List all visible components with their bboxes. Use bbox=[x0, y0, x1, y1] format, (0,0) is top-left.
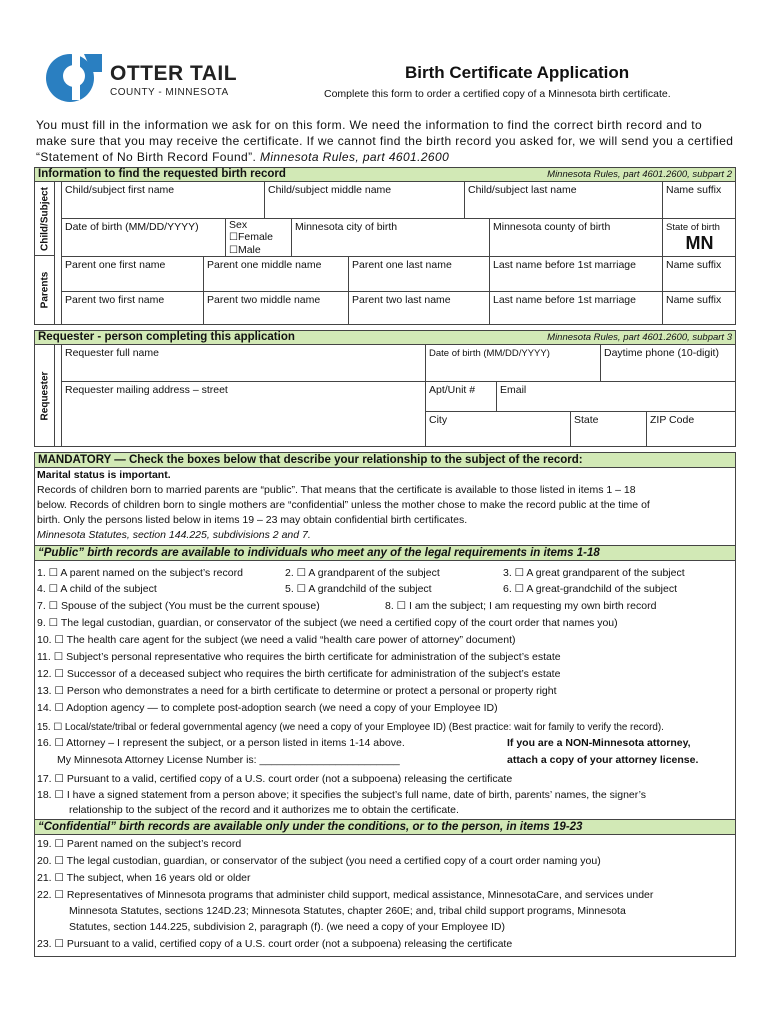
requester-apt-field[interactable] bbox=[425, 381, 496, 411]
item-22[interactable]: 22. ☐ Representatives of Minnesota programs that administer child support, medical assistance, MinnesotaCare, and services under bbox=[37, 889, 654, 901]
item-8[interactable]: 8. ☐ I am the subject; I am requesting my own birth record bbox=[385, 600, 657, 612]
parent-two-last-field[interactable] bbox=[348, 291, 489, 324]
requester-address-field[interactable] bbox=[61, 381, 425, 446]
requester-state-field[interactable] bbox=[570, 411, 646, 446]
item-19[interactable]: 19. ☐ Parent named on the subject’s record bbox=[37, 838, 242, 850]
parent-one-before-marriage-field[interactable] bbox=[489, 256, 662, 291]
child-subject-label bbox=[35, 182, 55, 256]
field-label: Name suffix bbox=[666, 294, 722, 306]
item-20[interactable]: 20. ☐ The legal custodian, guardian, or conservator of the subject (you need a certified copy of a court order naming you) bbox=[37, 855, 601, 867]
item-13[interactable]: 13. ☐ Person who demonstrates a need for a birth certificate to determine or protect a personal or property right bbox=[37, 685, 557, 697]
field-label: Last name before 1st marriage bbox=[493, 294, 636, 306]
field-label: Parent two first name bbox=[65, 294, 165, 306]
intro-rule: Minnesota Rules, part 4601.2600 bbox=[259, 150, 450, 164]
state-of-birth-field bbox=[662, 218, 736, 256]
item-2[interactable]: 2. ☐ A grandparent of the subject bbox=[285, 567, 440, 579]
logo-title: OTTER TAIL bbox=[110, 62, 238, 85]
parent-one-last-field[interactable] bbox=[348, 256, 489, 291]
item-5[interactable]: 5. ☐ A grandchild of the subject bbox=[285, 583, 432, 595]
field-label: Date of birth (MM/DD/YYYY) bbox=[65, 221, 199, 233]
child-subject-label-text: Child/Subject bbox=[39, 186, 50, 251]
field-label: Last name before 1st marriage bbox=[493, 259, 636, 271]
item-18-continued: relationship to the subject of the record and it authorizes me to obtain the certificate. bbox=[69, 804, 459, 816]
field-label: Daytime phone (10-digit) bbox=[604, 347, 719, 359]
male-label: Male bbox=[237, 244, 261, 256]
field-label: Email bbox=[500, 384, 527, 396]
field-label: Parent one first name bbox=[65, 259, 166, 271]
child-middle-name-field[interactable] bbox=[264, 182, 464, 218]
mandatory-header: MANDATORY — Check the boxes below that describe your relationship to the subject of the record: bbox=[35, 453, 735, 468]
item-18[interactable]: 18. ☐ I have a signed statement from a person above; it specifies the subject’s full name, date of birth, parents’ names, the signer’s bbox=[37, 789, 647, 801]
item-1[interactable]: 1. ☐ A parent named on the subject’s record bbox=[37, 567, 243, 579]
parent-two-suffix-field[interactable] bbox=[662, 291, 736, 324]
statute-reference: Minnesota Statutes, section 144.225, subdivisions 2 and 7. bbox=[37, 529, 311, 541]
field-label: State of birth bbox=[666, 222, 720, 233]
item-21[interactable]: 21. ☐ The subject, when 16 years old or older bbox=[37, 872, 251, 884]
parent-one-middle-field[interactable] bbox=[203, 256, 348, 291]
parents-label bbox=[35, 256, 55, 324]
field-label: Minnesota city of birth bbox=[295, 221, 398, 233]
item-11[interactable]: 11. ☐ Subject’s personal representative who requires the birth certificate for administration of the subject’s estate bbox=[37, 651, 561, 663]
field-label: Date of birth (MM/DD/YYYY) bbox=[429, 348, 550, 359]
sex-label: Sex bbox=[229, 219, 248, 231]
child-last-name-field[interactable] bbox=[464, 182, 662, 218]
requester-dob-field[interactable] bbox=[425, 345, 600, 381]
requester-zip-field[interactable] bbox=[646, 411, 736, 446]
intro-paragraph: You must fill in the information we ask for on this form. We need the information to find the correct birth record and to make sure that you may receive the certificate. If we cannot find the birth record you asked for, we will send you a certified “Statement of No Birth Record Found”. bbox=[36, 118, 734, 164]
attorney-license-field[interactable]: My Minnesota Attorney License Number is: ________________________ bbox=[57, 754, 400, 766]
item-6[interactable]: 6. ☐ A great-grandchild of the subject bbox=[503, 583, 678, 595]
item-17[interactable]: 17. ☐ Pursuant to a valid, certified copy of a U.S. court order (not a subpoena) releasing the certificate bbox=[37, 773, 513, 785]
field-label: Name suffix bbox=[666, 259, 722, 271]
record-section-title: Information to find the requested birth record bbox=[38, 168, 286, 180]
item-23[interactable]: 23. ☐ Pursuant to a valid, certified copy of a U.S. court order (not a subpoena) releasing the certificate bbox=[37, 938, 513, 950]
confidential-records-header: “Confidential” birth records are available only under the conditions, or to the person, in items 19-23 bbox=[35, 819, 735, 835]
field-label: Minnesota county of birth bbox=[493, 221, 611, 233]
parent-two-first-field[interactable] bbox=[61, 291, 203, 324]
male-checkbox[interactable]: ☐Male bbox=[229, 244, 261, 256]
marital-status-heading: Marital status is important. bbox=[37, 469, 171, 481]
requester-section-header bbox=[34, 330, 736, 345]
requester-section-ref: Minnesota Rules, part 4601.2600, subpart 3 bbox=[547, 332, 732, 343]
requester-name-field[interactable] bbox=[61, 345, 425, 381]
field-label: Parent one middle name bbox=[207, 259, 322, 271]
item-4[interactable]: 4. ☐ A child of the subject bbox=[37, 583, 157, 595]
requester-label-text: Requester bbox=[39, 371, 50, 420]
field-label: Child/subject first name bbox=[65, 184, 175, 196]
item-16-note: If you are a NON-Minnesota attorney, bbox=[507, 737, 691, 749]
record-section bbox=[34, 182, 736, 325]
field-label: Requester full name bbox=[65, 347, 159, 359]
item-10[interactable]: 10. ☐ The health care agent for the subject (we need a valid “health care power of attorney” document) bbox=[37, 634, 516, 646]
item-22-continued-1: Minnesota Statutes, sections 124D.23; Minnesota Statutes, chapter 260E; and, tribal child support programs, Minnesota bbox=[69, 905, 626, 917]
item-15[interactable]: 15. ☐ Local/state/tribal or federal governmental agency (we need a copy of your Employee ID) (Best practice: wait for family to verify the record). bbox=[37, 722, 664, 733]
requester-city-field[interactable] bbox=[425, 411, 570, 446]
public-records-header: “Public” birth records are available to individuals who meet any of the legal requirements in items 1-18 bbox=[35, 545, 735, 561]
field-label: Requester mailing address – street bbox=[65, 384, 228, 396]
item-16-note-2: attach a copy of your attorney license. bbox=[507, 754, 699, 766]
item-3[interactable]: 3. ☐ A great grandparent of the subject bbox=[503, 567, 685, 579]
item-12[interactable]: 12. ☐ Successor of a deceased subject who requires the birth certificate for administration of the subject’s estate bbox=[37, 668, 561, 680]
sex-field bbox=[225, 218, 291, 256]
mandatory-section bbox=[34, 452, 736, 957]
logo-subtitle: COUNTY - MINNESOTA bbox=[110, 87, 229, 98]
county-of-birth-field[interactable] bbox=[489, 218, 662, 256]
field-label: City bbox=[429, 414, 448, 426]
item-14[interactable]: 14. ☐ Adoption agency — to complete post-adoption search (we need a copy of your Employee ID) bbox=[37, 702, 498, 714]
item-7[interactable]: 7. ☐ Spouse of the subject (You must be the current spouse) bbox=[37, 600, 320, 612]
record-section-ref: Minnesota Rules, part 4601.2600, subpart 2 bbox=[547, 169, 732, 180]
field-label: Name suffix bbox=[666, 184, 722, 196]
marital-paragraph-1: Records of children born to married parents are “public”. That means that the certificate is available to those listed in items 1 – 18 bbox=[37, 484, 636, 496]
otter-tail-logo bbox=[44, 54, 244, 104]
requester-section bbox=[34, 345, 736, 447]
requester-label bbox=[35, 345, 55, 446]
state-value: MN bbox=[685, 233, 714, 253]
female-label: Female bbox=[237, 231, 273, 243]
child-name-suffix-field[interactable] bbox=[662, 182, 736, 218]
parent-two-middle-field[interactable] bbox=[203, 291, 348, 324]
marital-paragraph-3: birth. Only the persons listed below in items 19 – 23 may obtain confidential birth certificates. bbox=[37, 514, 468, 526]
parent-one-first-field[interactable] bbox=[61, 256, 203, 291]
parent-one-suffix-field[interactable] bbox=[662, 256, 736, 291]
requester-section-title: Requester - person completing this application bbox=[38, 331, 295, 343]
requester-email-field[interactable] bbox=[496, 381, 736, 411]
otter-logo-icon bbox=[44, 48, 106, 104]
item-9[interactable]: 9. ☐ The legal custodian, guardian, or conservator of the subject (we need a certified copy of the court order that names you) bbox=[37, 617, 618, 629]
city-of-birth-field[interactable] bbox=[291, 218, 489, 256]
female-checkbox[interactable]: ☐Female bbox=[229, 231, 273, 243]
field-label: Child/subject middle name bbox=[268, 184, 392, 196]
page-subtitle: Complete this form to order a certified copy of a Minnesota birth certificate. bbox=[324, 88, 671, 100]
field-label: Parent two middle name bbox=[207, 294, 321, 306]
item-22-continued-2: Statutes, section 144.225, subdivision 2, paragraph (f). (we need a copy of your Employee ID) bbox=[69, 921, 505, 933]
page-title: Birth Certificate Application bbox=[405, 63, 630, 82]
requester-phone-field[interactable] bbox=[600, 345, 736, 381]
field-label: Child/subject last name bbox=[468, 184, 577, 196]
field-label: ZIP Code bbox=[650, 414, 695, 426]
field-label: State bbox=[574, 414, 599, 426]
field-label: Parent two last name bbox=[352, 294, 451, 306]
parent-two-before-marriage-field[interactable] bbox=[489, 291, 662, 324]
record-section-header bbox=[34, 167, 736, 182]
intro-text bbox=[36, 117, 736, 165]
field-label: Parent one last name bbox=[352, 259, 452, 271]
field-label: Apt/Unit # bbox=[429, 384, 476, 396]
child-first-name-field[interactable] bbox=[61, 182, 264, 218]
item-16[interactable]: 16. ☐ Attorney – I represent the subject, or a person listed in items 1-14 above. bbox=[37, 737, 405, 749]
child-dob-field[interactable] bbox=[61, 218, 225, 256]
marital-paragraph-2: below. Records of children born to single mothers are “confidential” unless the mother chose to make the record public at the time of bbox=[37, 499, 650, 511]
parents-label-text: Parents bbox=[39, 271, 50, 309]
